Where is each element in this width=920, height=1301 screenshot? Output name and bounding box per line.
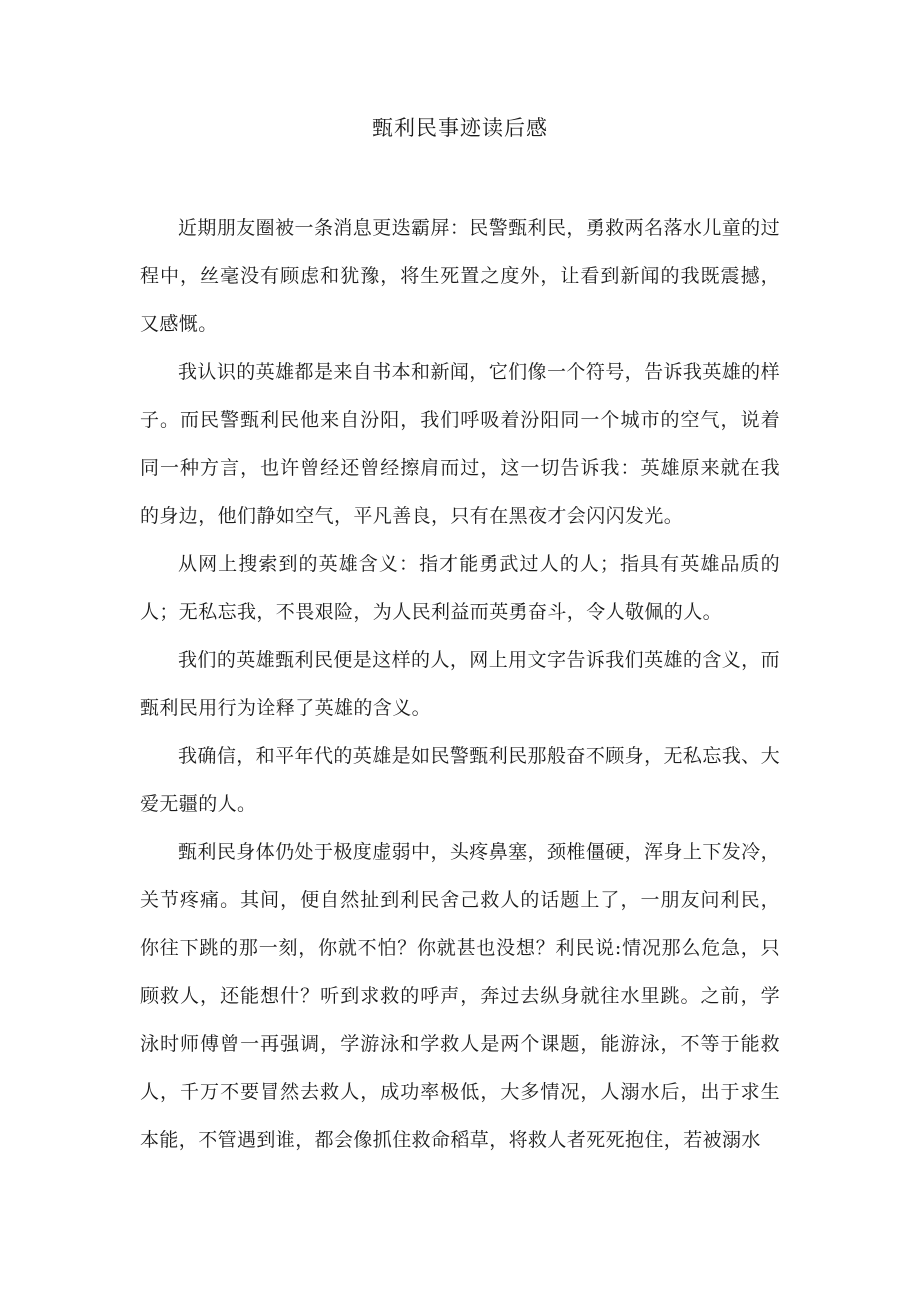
paragraph-5: 我确信，和平年代的英雄是如民警甄利民那般奋不顾身，无私忘我、大爱无疆的人。 [140, 745, 780, 815]
paragraph-6: 甄利民身体仍处于极度虚弱中，头疼鼻塞，颈椎僵硬，浑身上下发冷，关节疼痛。其间，便自然扯到利民舍己救人的话题上了，一朋友问利民，你往下跳的那一刻，你就不怕？你就甚也没想？利民说:情况那么危急，只顾救人，还能想什？听到求救的呼声，奔过去纵身就往水里跳。之前，学泳时师傅曾一再强调，学游泳和学救人是两个课题，能游泳，不等于能救人，千万不要冒然去救人，成功率极低，大多情况，人溺水后，出于求生本能，不管遇到谁，都会像抓住救命稻草，将救人者死死抱住，若被溺水 [140, 841, 780, 1151]
paragraph-2: 我认识的英雄都是来自书本和新闻，它们像一个符号，告诉我英雄的样子。而民警甄利民他来自汾阳，我们呼吸着汾阳同一个城市的空气，说着同一种方言，也许曾经还曾经擦肩而过，这一切告诉我：英雄原来就在我的身边，他们静如空气，平凡善良，只有在黑夜才会闪闪发光。 [140, 361, 780, 527]
paragraph-3: 从网上搜索到的英雄含义：指才能勇武过人的人；指具有英雄品质的人；无私忘我，不畏艰险，为人民利益而英勇奋斗，令人敬佩的人。 [140, 553, 780, 623]
document-body [140, 204, 780, 1164]
paragraph-4: 我们的英雄甄利民便是这样的人，网上用文字告诉我们英雄的含义，而甄利民用行为诠释了英雄的含义。 [140, 649, 780, 719]
document-title: 甄利民事迹读后感 [372, 116, 548, 140]
paragraph-1: 近期朋友圈被一条消息更迭霸屏：民警甄利民，勇救两名落水儿童的过程中，丝毫没有顾虑和犹豫，将生死置之度外，让看到新闻的我既震撼，又感慨。 [140, 217, 780, 335]
